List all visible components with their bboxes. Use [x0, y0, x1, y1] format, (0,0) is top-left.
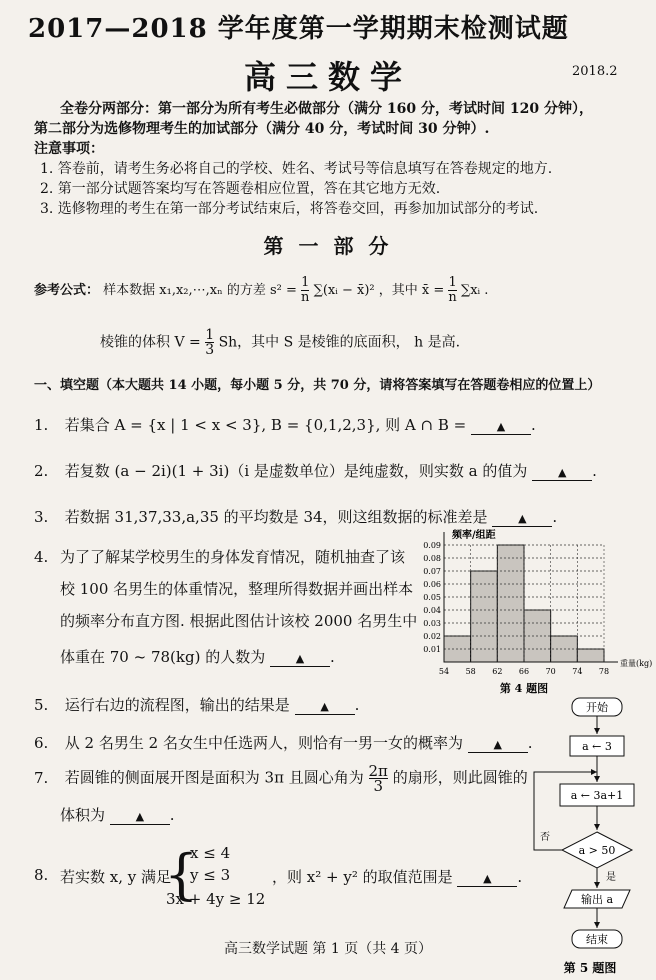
- question-number: 8.: [34, 866, 49, 884]
- histogram-bar: [497, 545, 524, 662]
- notice-item-1: 1. 答卷前，请考生务必将自己的学校、姓名、考试号等信息填写在答卷规定的地方.: [40, 161, 553, 177]
- flow-init-label: a ← 3: [582, 740, 612, 753]
- x-tick-label: 66: [518, 667, 530, 676]
- question-text: 运行右边的流程图，输出的结果是: [64, 696, 290, 714]
- exam-title-subject: 高三数学: [243, 58, 412, 96]
- question-text: 若集合 A = {x | 1 < x < 3}, B = {0,1,2,3}, 则 A ∩ B =: [64, 416, 467, 434]
- question-end: .: [169, 806, 175, 824]
- notice-item-2: 2. 第一部分试题答案均写在答题卷相应位置，答在其它地方无效.: [40, 181, 441, 197]
- flow-no-label: 否: [540, 832, 550, 843]
- y-tick-label: 0.02: [423, 632, 441, 641]
- y-tick-label: 0.03: [423, 619, 441, 628]
- question-end: .: [527, 734, 533, 752]
- x-tick-label: 70: [545, 667, 556, 676]
- section-title: 第 一 部 分: [263, 234, 393, 258]
- answer-blank[interactable]: ▲: [532, 466, 592, 481]
- question-text-pre: 若圆锥的侧面展开图是面积为 3π 且圆心角为: [64, 768, 364, 787]
- answer-blank[interactable]: ▲: [492, 512, 552, 527]
- mean-sum: ∑xᵢ .: [460, 283, 489, 298]
- page-footer: 高三数学试题 第 1 页（共 4 页）: [223, 941, 433, 957]
- question-4-line1: 为了了解某学校男生的身体发育情况，随机抽查了该: [60, 548, 406, 566]
- y-tick-label: 0.06: [423, 580, 441, 589]
- question-4: [34, 546, 405, 567]
- variance-fraction: [301, 276, 309, 305]
- question-text: 若复数 (a − 2i)(1 + 3i)（i 是虚数单位）是纯虚数，则实数 a 的值为: [64, 462, 528, 480]
- x-tick-label: 58: [465, 667, 476, 676]
- question-8-post: ，则 x² + y² 的取值范围是: [272, 868, 453, 886]
- frac-den: n: [301, 290, 310, 305]
- question-4-line2: 校 100 名男生的体重情况，整理所得数据并画出样本: [60, 580, 414, 598]
- exam-date: 2018.2: [572, 64, 618, 79]
- volume-formula-post: Sh，其中 S 是棱锥的底面积， h 是高.: [218, 334, 461, 351]
- question-6: [34, 732, 533, 753]
- answer-blank[interactable]: ▲: [270, 652, 330, 667]
- frac-num-2: 1: [448, 275, 457, 290]
- mean-fraction: [448, 276, 456, 305]
- question-number: 1.: [34, 416, 49, 434]
- flow-output-label: 输出 a: [580, 893, 614, 906]
- frac-num: 1: [301, 275, 310, 290]
- question-text-pre: 若实数 x, y 满足: [60, 868, 172, 886]
- variance-formula-pre: 样本数据 x₁,x₂,⋯,xₙ 的方差 s² =: [103, 283, 297, 298]
- flow-start-label: 开始: [586, 701, 608, 714]
- question-7-line2: [60, 804, 175, 825]
- volume-formula-pre: 棱锥的体积 V =: [100, 334, 201, 351]
- question-end: .: [531, 416, 536, 434]
- angle-frac-den: 3: [373, 777, 383, 795]
- question-number: 5.: [34, 696, 49, 714]
- condition-2: y ≤ 3: [190, 866, 231, 884]
- question-5: [34, 694, 359, 715]
- question-text: 从 2 名男生 2 名女生中任选两人，则恰有一男一女的概率为: [64, 734, 463, 752]
- question-number: 4.: [34, 548, 49, 566]
- y-tick-label: 0.05: [423, 593, 441, 602]
- question-end: .: [517, 868, 523, 886]
- x-tick-label: 54: [438, 667, 450, 676]
- reference-formula-2: [100, 328, 460, 357]
- y-tick-label: 0.07: [423, 567, 441, 576]
- mean-formula-pre: ，其中 x̄ =: [378, 283, 445, 298]
- answer-blank[interactable]: ▲: [295, 700, 355, 715]
- frac-den-2: n: [448, 290, 457, 305]
- y-axis-label: 频率/组距: [452, 530, 496, 541]
- question-number: 6.: [34, 734, 49, 752]
- reference-label: 参考公式：: [34, 283, 100, 298]
- x-tick-label: 78: [598, 667, 610, 676]
- flow-yes-label: 是: [606, 872, 616, 883]
- question-text-post: [272, 866, 522, 887]
- vol-frac-num: 1: [205, 327, 215, 343]
- volume-fraction: [205, 328, 214, 357]
- exam-title-line1: 2017—2018 学年度第一学期期末检测试题: [28, 14, 569, 44]
- question-7: [34, 764, 528, 793]
- question-end: .: [552, 508, 558, 526]
- flow-update-label: a ← 3a+1: [570, 789, 624, 802]
- histogram-bar: [577, 649, 604, 662]
- question-text: 若数据 31,37,33,a,35 的平均数是 34，则这组数据的标准差是: [64, 508, 488, 526]
- answer-blank[interactable]: ▲: [457, 872, 517, 887]
- question-2: [34, 460, 597, 481]
- answer-blank[interactable]: ▲: [468, 738, 528, 753]
- frequency-histogram: [408, 528, 653, 713]
- flowchart-caption: 第 5 题图: [563, 961, 617, 975]
- question-end: .: [354, 696, 360, 714]
- vol-frac-den: 3: [205, 342, 215, 358]
- question-number: 7.: [34, 768, 49, 787]
- x-tick-label: 74: [572, 667, 583, 676]
- reference-formula-1: [34, 276, 488, 305]
- question-number: 3.: [34, 508, 49, 526]
- y-tick-label: 0.01: [423, 645, 441, 654]
- condition-1: x ≤ 4: [190, 844, 231, 862]
- left-brace: {: [164, 843, 199, 906]
- x-tick-label: 62: [492, 667, 503, 676]
- angle-frac-num: 2π: [368, 762, 388, 780]
- y-tick-label: 0.08: [423, 554, 441, 563]
- question-1: [34, 414, 536, 435]
- fill-section-heading: 一、填空题（本大题共 14 小题，每小题 5 分，共 70 分，请将答案填写在答题卷相应的位置上）: [34, 378, 601, 393]
- notice-title: 注意事项：: [34, 141, 104, 157]
- variance-sum: ∑(xᵢ − x̄)²: [313, 283, 375, 298]
- question-4-line3: 的频率分布直方图. 根据此图估计该校 2000 名男生中: [60, 612, 418, 630]
- intro-line2: 第二部分为选修物理考生的加试部分（满分 40 分，考试时间 30 分钟）.: [34, 121, 490, 137]
- intro-line1: 全卷分两部分：第一部分为所有考生必做部分（满分 160 分，考试时间 120 分钟），: [60, 101, 593, 117]
- question-number: 2.: [34, 462, 49, 480]
- flow-condition-label: a > 50: [578, 844, 616, 857]
- question-4-line4-text: 体重在 70 ~ 78(kg) 的人数为: [60, 648, 266, 666]
- question-3: [34, 506, 557, 527]
- answer-blank[interactable]: ▲: [110, 810, 170, 825]
- question-end: .: [330, 648, 335, 666]
- x-axis-label: 重量(kg): [620, 659, 653, 668]
- histogram-bar: [471, 571, 498, 662]
- question-end: .: [592, 462, 597, 480]
- condition-3: 3x + 4y ≥ 12: [166, 890, 266, 908]
- question-text-post: 的扇形，则此圆锥的: [392, 768, 528, 787]
- notice-item-3: 3. 选修物理的考生在第一部分考试结束后，将答卷交回，再参加加试部分的考试.: [40, 201, 539, 217]
- question-4-line4: [60, 646, 335, 667]
- question-7-line2-text: 体积为: [60, 806, 106, 824]
- y-tick-label: 0.04: [423, 606, 441, 615]
- y-tick-label: 0.09: [423, 541, 441, 550]
- histogram-caption: 第 4 题图: [499, 682, 549, 695]
- flow-end-label: 结束: [586, 933, 608, 946]
- angle-fraction: [369, 764, 388, 793]
- answer-blank[interactable]: ▲: [471, 420, 531, 435]
